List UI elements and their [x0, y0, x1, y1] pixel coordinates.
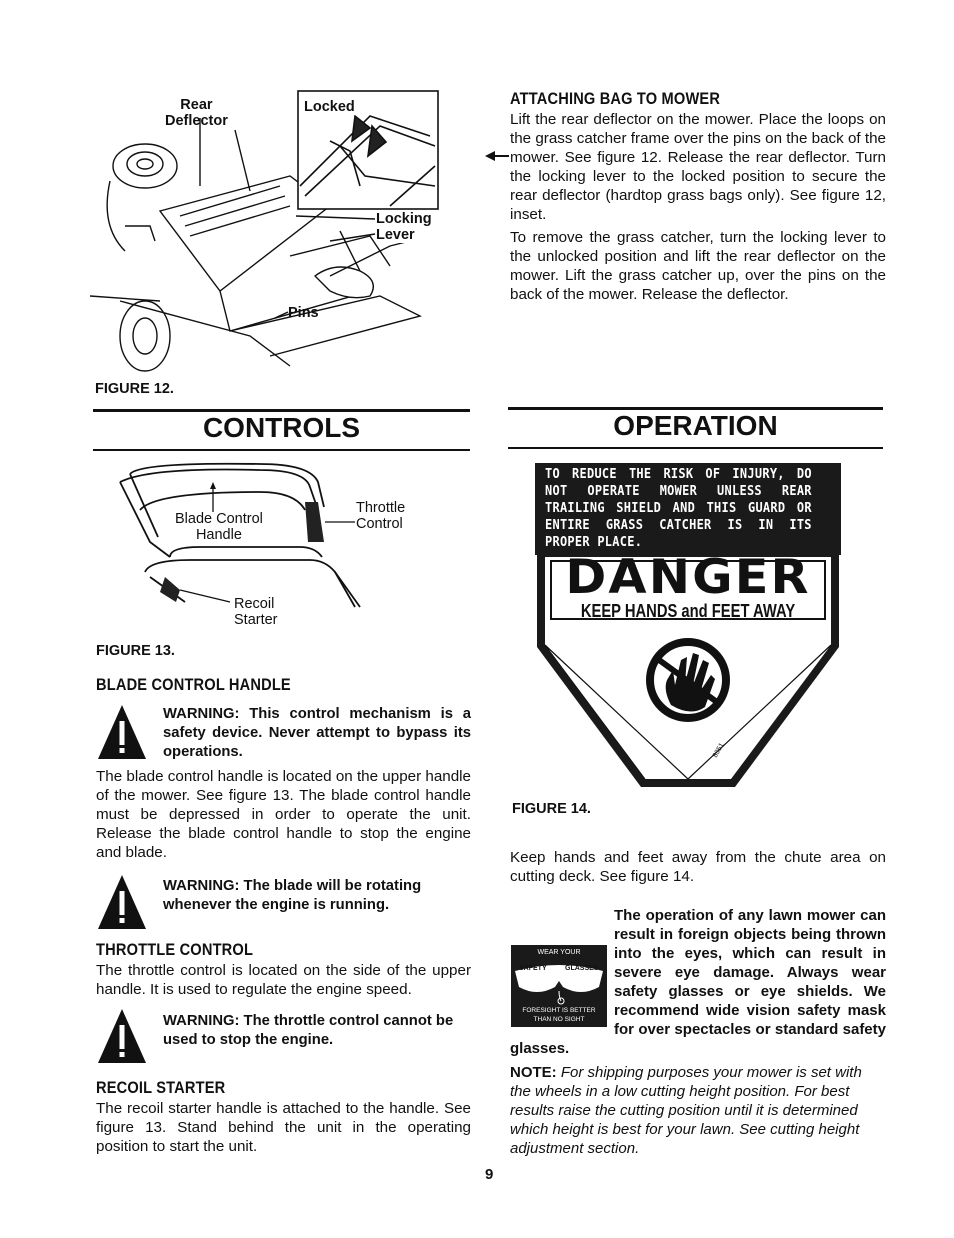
blade-text: The blade control handle is located on the upper handle of the mower. See figure 13. The blade control handle must be depressed in order to operate the unit. Release the blade control handle to stop the engine and blade.: [96, 768, 471, 861]
label-rear-deflector: Rear Deflector: [165, 97, 228, 129]
figure-13: [110, 462, 430, 632]
page-number: 9: [485, 1166, 494, 1183]
blade-heading: BLADE CONTROL HANDLE: [96, 675, 291, 694]
blade-warning: WARNING: This control mechanism is a safety device. Never attempt to bypass its operations.: [163, 706, 471, 760]
controls-title: CONTROLS: [202, 412, 361, 443]
warning-icon: [96, 873, 148, 936]
throttle-text: The throttle control is located on the side of the upper handle. It is used to regulate the engine speed.: [96, 962, 471, 998]
operation-para-1: Keep hands and feet away from the chute area on cutting deck. See figure 14.: [510, 849, 886, 885]
warning-icon: [96, 1007, 148, 1070]
blade-warning-2: WARNING: The blade will be rotating whenever the engine is running.: [163, 878, 422, 913]
recoil-text: The recoil starter handle is attached to the handle. See figure 13. Stand behind the unit in the operating position to start the unit.: [96, 1100, 471, 1155]
danger-label: [535, 463, 841, 789]
operation-title: OPERATION: [613, 410, 778, 441]
controls-rule-bottom: [93, 449, 470, 451]
label-pins: Pins: [288, 305, 319, 321]
no-hand-icon: [643, 635, 733, 725]
safety-glasses-badge: [511, 945, 607, 1027]
badge-bottom-2: THAN NO SIGHT: [533, 1016, 585, 1023]
note-text: For shipping purposes your mower is set with the wheels in a low cutting height position. For best results raise the cutting position until it is determined which height is best for your lawn. See cutting height adjustment section.: [510, 1064, 862, 1157]
badge-bottom-1: FORESIGHT IS BETTER: [522, 1007, 596, 1014]
throttle-heading: THROTTLE CONTROL: [96, 940, 254, 959]
attaching-para-2: To remove the grass catcher, turn the locking lever to the unlocked position and lift the rear deflector on the mower. Lift the grass catcher up, over the pins on the back of the mower. Release the deflector.: [510, 229, 886, 303]
label-locking-lever: Locking Lever: [376, 211, 432, 243]
danger-word: DANGER: [565, 550, 811, 605]
badge-top: WEAR YOUR: [537, 949, 581, 956]
badge-right: GLASSES: [565, 965, 599, 972]
danger-code: 8351: [711, 742, 726, 759]
label-blade-control: Blade Control Handle: [175, 511, 263, 543]
figure-13-caption: FIGURE 13.: [96, 643, 175, 659]
recoil-heading: RECOIL STARTER: [96, 1078, 226, 1097]
danger-warning-text: TO REDUCE THE RISK OF INJURY, DO NOT OPERATE MOWER UNLESS REAR TRAILING SHIELD AND THIS GUARD OR ENTIRE GRASS CATCHER IS IN ITS PROPER PLACE.: [545, 467, 812, 550]
operation-note: [510, 1063, 886, 1158]
throttle-warning: WARNING: The throttle control cannot be used to stop the engine.: [163, 1013, 454, 1048]
label-throttle: Throttle Control: [356, 500, 406, 532]
arrow-icon: [485, 149, 509, 161]
operation-bold-text: The operation of any lawn mower can result in foreign objects being thrown into the eyes, which can result in severe eye damage. Always wear safety glasses or eye shields. We recommend wide vision safety mask for over spectacles or standard safety glasses.: [510, 907, 886, 1057]
figure-12: [90, 86, 450, 376]
keep-hands-text: KEEP HANDS and FEET AWAY: [580, 601, 796, 621]
figure-14-caption: FIGURE 14.: [512, 801, 591, 817]
warning-icon: [96, 703, 148, 766]
attaching-para-1: Lift the rear deflector on the mower. Place the loops on the grass catcher frame over the pins on the back of the mower. See figure 12. Release the rear deflector. Turn the locking lever to the locked position to secure the rear deflector (hardtop grass bags only). See figure 12, inset.: [510, 111, 886, 223]
label-locked: Locked: [304, 99, 355, 115]
operation-rule-bottom: [508, 447, 883, 449]
attaching-heading: ATTACHING BAG TO MOWER: [510, 89, 721, 108]
badge-left: SAFETY: [519, 965, 547, 972]
label-recoil: Recoil Starter: [234, 596, 278, 628]
figure-12-caption: FIGURE 12.: [95, 381, 174, 397]
note-label: NOTE:: [510, 1064, 557, 1081]
